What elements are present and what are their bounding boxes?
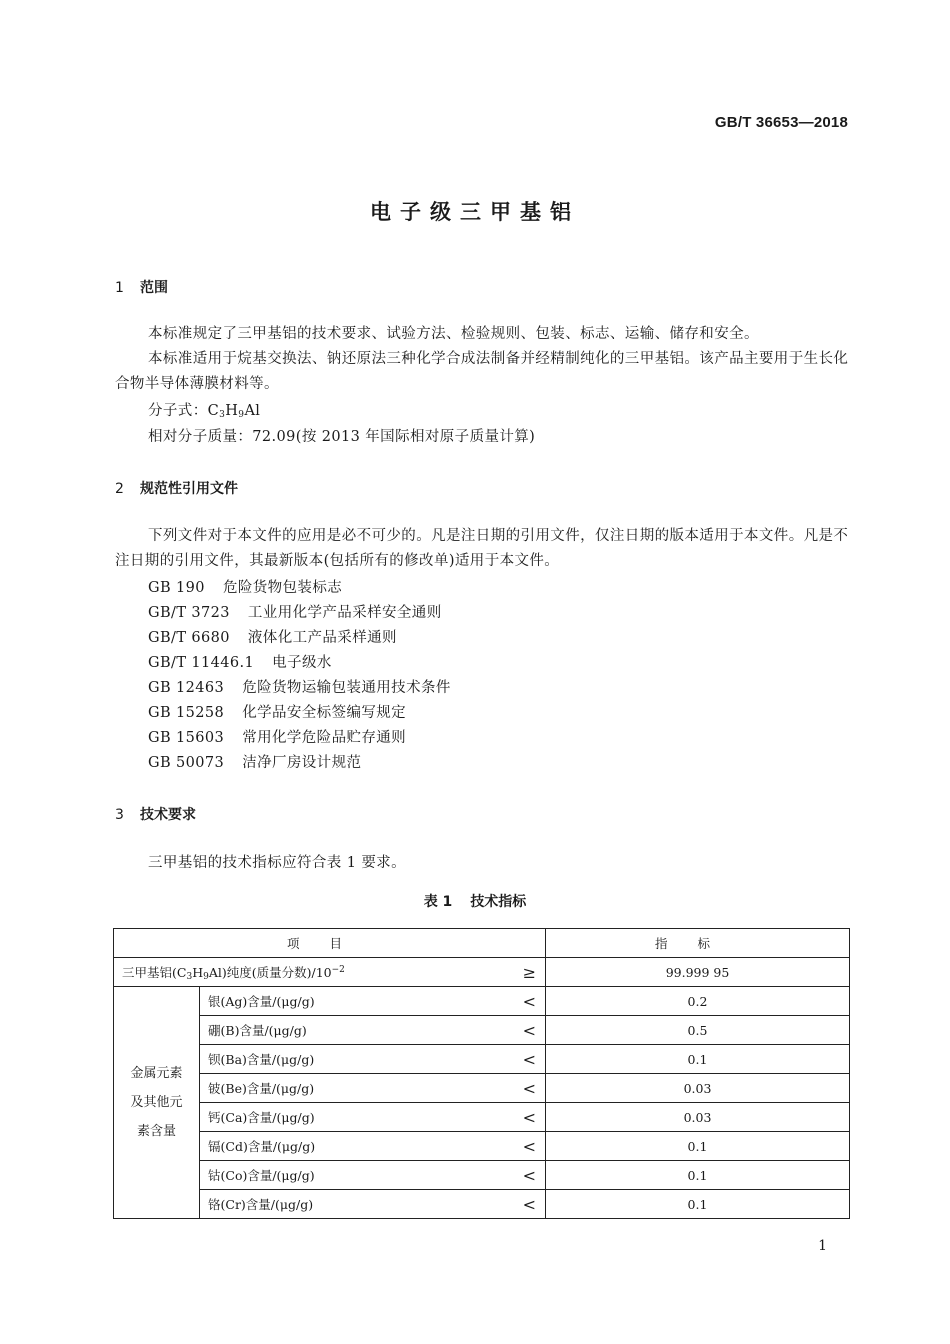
section-3-number: 3 [115, 807, 124, 823]
group-label-line: 金属元素 [130, 1066, 183, 1081]
comparison-symbol: < [522, 1079, 536, 1098]
section-1-para-1-text: 本标准规定了三甲基铝的技术要求、试验方法、检验规则、包装、标志、运输、储存和安全。 [148, 326, 759, 342]
column-header-item: 项目 [114, 929, 546, 958]
section-2-intro [115, 524, 849, 574]
item-label: 钴(Co)含量/(μg/g) [208, 1168, 315, 1183]
formula-al: Al [244, 403, 261, 419]
formula-c: C [207, 403, 220, 419]
reference-title: 液体化工产品采样通则 [247, 630, 397, 646]
reference-item [148, 576, 342, 597]
table-caption [0, 891, 950, 911]
table-item-cell [200, 987, 546, 1016]
table-value-cell: 0.1 [546, 1132, 850, 1161]
item-label: 硼(B)含量/(μg/g) [208, 1023, 307, 1038]
formula-h-subscript: 9 [238, 410, 245, 420]
spec-table [113, 928, 850, 1219]
section-1-para-1 [115, 322, 849, 347]
table-item-cell [200, 1161, 546, 1190]
group-label-line: 及其他元 [130, 1095, 183, 1110]
reference-code: GB 15258 [148, 705, 225, 721]
table-value-cell: 0.03 [546, 1103, 850, 1132]
table-row [114, 1161, 850, 1190]
purity-item [114, 958, 546, 987]
comparison-symbol: < [522, 992, 536, 1011]
reference-code: GB 15603 [148, 730, 225, 746]
formula-h: H [225, 403, 239, 419]
formula-c-subscript: 3 [219, 410, 226, 420]
comparison-symbol: < [522, 1166, 536, 1185]
section-1-para-2-text: 本标准适用于烷基交换法、钠还原法三种化学合成法制备并经精制纯化的三甲基铝。该产品主要用于生长化合物半导体薄膜材料等。 [115, 351, 849, 392]
reference-item [148, 726, 406, 747]
item-label: 铍(Be)含量/(μg/g) [208, 1081, 315, 1096]
table-item-cell [200, 1016, 546, 1045]
reference-title: 危险货物包装标志 [222, 580, 343, 596]
group-label-line: 素含量 [136, 1124, 176, 1139]
table-row [114, 987, 850, 1016]
table-value-cell: 0.5 [546, 1016, 850, 1045]
table-item-cell [200, 1045, 546, 1074]
section-3-title: 技术要求 [140, 807, 196, 823]
table-row [114, 1016, 850, 1045]
purity-c-subscript: 3 [186, 971, 193, 982]
purity-h-subscript: 9 [203, 971, 209, 982]
reference-title: 危险货物运输包装通用技术条件 [242, 680, 451, 696]
table-caption-number: 表 1 [423, 894, 453, 910]
reference-code: GB/T 3723 [148, 605, 230, 621]
section-2-number: 2 [115, 481, 124, 497]
molecular-mass: 相对分子质量：72.09(按 2013 年国际相对原子质量计算) [148, 429, 536, 445]
reference-item [148, 626, 397, 647]
table-item-cell [200, 1132, 546, 1161]
reference-code: GB/T 11446.1 [148, 655, 255, 671]
page-number: 1 [818, 1238, 827, 1254]
section-3-intro: 三甲基铝的技术指标应符合表 1 要求。 [148, 855, 407, 871]
reference-title: 常用化学危险品贮存通则 [242, 730, 407, 746]
table-row-purity [114, 958, 850, 987]
comparison-symbol: < [522, 1021, 536, 1040]
reference-code: GB 50073 [148, 755, 225, 771]
table-value-cell: 0.1 [546, 1161, 850, 1190]
purity-label-suffix: Al)纯度(质量分数)/10 [208, 964, 332, 980]
reference-code: GB 190 [148, 580, 205, 596]
table-row [114, 1103, 850, 1132]
reference-item [148, 751, 361, 772]
table-row [114, 1045, 850, 1074]
purity-exponent: −2 [331, 964, 345, 975]
item-label: 钡(Ba)含量/(μg/g) [208, 1052, 315, 1067]
group-label-cell [114, 987, 200, 1219]
standard-code: GB/T 36653—2018 [714, 114, 848, 131]
comparison-symbol: < [522, 1108, 536, 1127]
molecular-formula [148, 399, 260, 420]
reference-item [148, 651, 332, 672]
reference-item [148, 601, 442, 622]
section-1-number: 1 [115, 280, 124, 296]
reference-code: GB/T 6680 [148, 630, 230, 646]
section-3-heading [115, 804, 196, 824]
section-1-para-2 [115, 347, 849, 397]
table-caption-title: 技术指标 [470, 894, 527, 910]
purity-label-prefix: 三甲基铝(C [122, 964, 187, 980]
table-value-cell: 0.03 [546, 1074, 850, 1103]
table-item-cell [200, 1190, 546, 1219]
column-header-value: 指标 [546, 929, 850, 958]
table-row [114, 1190, 850, 1219]
table-value-cell: 0.2 [546, 987, 850, 1016]
table-row [114, 1132, 850, 1161]
section-1-title: 范围 [140, 280, 168, 296]
reference-item [148, 701, 406, 722]
item-label: 镉(Cd)含量/(μg/g) [208, 1139, 316, 1154]
section-1-heading [115, 277, 168, 297]
reference-item [148, 676, 451, 697]
table-item-cell [200, 1103, 546, 1132]
section-2-heading [115, 478, 238, 498]
table-row [114, 1074, 850, 1103]
item-label: 钙(Ca)含量/(μg/g) [208, 1110, 315, 1125]
formula-label: 分子式： [148, 403, 208, 419]
table-item-cell [200, 1074, 546, 1103]
table-header-row [114, 929, 850, 958]
document-title: 电子级三甲基铝 [370, 200, 580, 224]
reference-title: 洁净厂房设计规范 [242, 755, 362, 771]
item-label: 铬(Cr)含量/(μg/g) [208, 1197, 314, 1212]
table-value-cell: 0.1 [546, 1045, 850, 1074]
table-value-cell: 0.1 [546, 1190, 850, 1219]
comparison-symbol: < [522, 1195, 536, 1214]
purity-value: 99.999 95 [546, 958, 850, 987]
section-2-intro-text: 下列文件对于本文件的应用是必不可少的。凡是注日期的引用文件，仅注日期的版本适用于本文件。凡是不注日期的引用文件，其最新版本(包括所有的修改单)适用于本文件。 [115, 528, 849, 569]
reference-title: 工业用化学产品采样安全通则 [247, 605, 442, 621]
section-2-title: 规范性引用文件 [140, 481, 238, 497]
reference-title: 化学品安全标签编写规定 [242, 705, 407, 721]
comparison-symbol: ≥ [522, 963, 536, 982]
reference-title: 电子级水 [272, 655, 332, 671]
item-label: 银(Ag)含量/(μg/g) [208, 994, 315, 1009]
purity-h: H [192, 964, 204, 980]
comparison-symbol: < [522, 1137, 536, 1156]
reference-code: GB 12463 [148, 680, 225, 696]
comparison-symbol: < [522, 1050, 536, 1069]
